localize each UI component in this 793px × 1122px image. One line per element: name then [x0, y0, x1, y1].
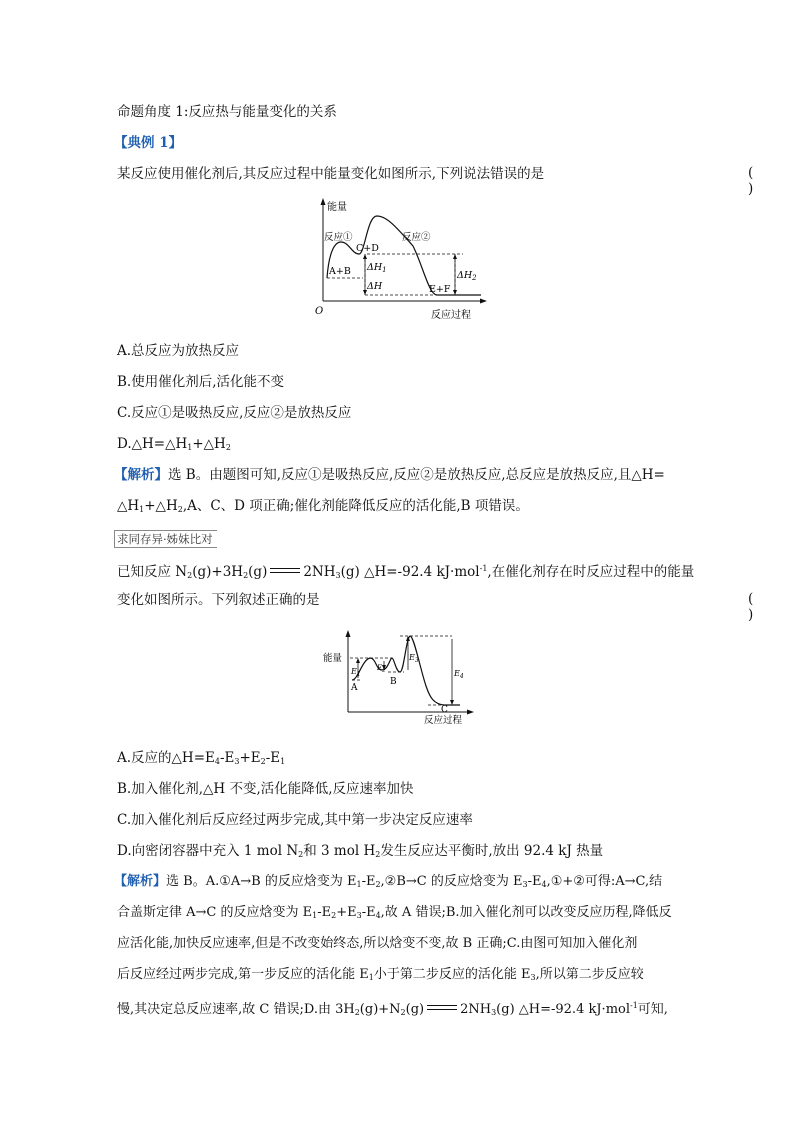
q2-option-d: D.向密闭容器中充入 1 mol $N_2$和 3 mol $H_2$发生反应达平衡时,放出 92.4 kJ 热量	[117, 843, 604, 859]
equilibrium-arrow-icon	[270, 566, 300, 576]
q2-option-c: C.加入催化剂后反应经过两步完成,其中第一步决定反应速率	[117, 812, 473, 828]
q2-option-a: A.反应的$\triangle H=E_4-E_3+E_2-E_1$	[117, 750, 286, 766]
q2-b-label: B	[390, 677, 397, 687]
q1-answer-paren: ( )	[748, 165, 772, 197]
q1-origin: O	[315, 306, 324, 317]
q1-dh1-label: $\Delta H_1$	[367, 262, 387, 274]
q1-cd-label: C+D	[356, 243, 379, 254]
q2-analysis-line5: 慢,其决定总反应速率,故 C 错误;D.由 $3H_2(g)+N_2(g)$ $2NH_3(g)$ △H=-92.4 kJ·mol$^{-1}$可知,	[117, 1001, 668, 1017]
q1-dh-label: ΔH	[367, 281, 383, 292]
q2-e1-label: $E_1$	[351, 667, 361, 678]
q1-reaction1-label: 反应①	[324, 232, 353, 243]
q1-option-c: C.反应①是吸热反应,反应②是放热反应	[117, 405, 352, 421]
equilibrium-arrow-icon	[427, 1003, 457, 1013]
q1-option-a: A.总反应为放热反应	[117, 343, 240, 359]
q1-y-label: 能量	[327, 202, 347, 213]
q2-analysis-line1: 【解析】选 B。A.①A→B 的反应焓变为 $E_1-E_2,②B\to C$ 的反应焓变为 $E_3-E_4,①+②$可得:A→C,结	[114, 874, 663, 889]
section-heading: 命题角度 1:反应热与能量变化的关系	[117, 104, 337, 120]
q2-answer-paren: ( )	[748, 591, 772, 623]
q1-ef-label: E+F	[429, 284, 451, 295]
q2-y-label: 能量	[323, 653, 343, 664]
q1-x-label: 反应过程	[431, 310, 471, 321]
q2-analysis-line3: 应活化能,加快反应速率,但是不改变始终态,所以焓变不变,故 B 正确;C.由图可知加入催化剂	[117, 936, 638, 951]
q2-analysis-line2: 合盖斯定律 A→C 的反应焓变为 $E_1-E_2+E_3-E_4$,故 A 错误;B.加入催化剂可以改变反应历程,降低反	[117, 905, 672, 920]
q2-e4-label: $E_4$	[454, 669, 464, 680]
q2-x-label: 反应过程	[424, 715, 463, 726]
q2-a-label: A	[351, 683, 358, 693]
q1-analysis-line2: $\triangle H_1+\triangle H_2,A$、C、D 项正确;催化剂能降低反应的活化能,B 项错误。	[117, 498, 529, 514]
q2-analysis-line4: 后反应经过两步完成,第一步反应的活化能 $E_1$小于第二步反应的活化能 $E_3$,所以第二步反应较	[117, 967, 644, 982]
q2-c-label: C	[441, 705, 448, 715]
q2-e3-label: $E_3$	[409, 653, 419, 664]
q2-stem-line1: 已知反应 $N_2(g)+3H_2(g)$ $2NH_3(g)$ △H=-92.4 kJ·mol$^{-1}$,在催化剂存在时反应过程中的能量	[117, 564, 695, 580]
q1-dh2-label: $\Delta H_2$	[457, 270, 477, 282]
q2-stem-line2: 变化如图所示。下列叙述正确的是	[117, 592, 320, 608]
q1-option-d: $D.\triangle H=\triangle H_1+\triangle H_2$	[117, 436, 231, 452]
comparison-tag: 求同存异·姊妹比对	[114, 530, 217, 548]
q2-e2-label: $E_2$	[377, 664, 386, 674]
example-label: 【典例 1】	[114, 135, 183, 151]
q2-energy-diagram	[320, 628, 480, 728]
q1-reaction2-label: 反应②	[402, 232, 431, 243]
q1-option-b: B.使用催化剂后,活化能不变	[117, 374, 285, 390]
q1-analysis-line1: 【解析】选 B。由题图可知,反应①是吸热反应,反应②是放热反应,总反应是放热反应,且△H=	[114, 467, 665, 483]
q1-energy-diagram	[305, 196, 490, 324]
q1-stem: 某反应使用催化剂后,其反应过程中能量变化如图所示,下列说法错误的是	[117, 166, 545, 182]
q2-option-b: B.加入催化剂,△H 不变,活化能降低,反应速率加快	[117, 781, 414, 797]
q1-ab-label: A+B	[329, 266, 351, 277]
